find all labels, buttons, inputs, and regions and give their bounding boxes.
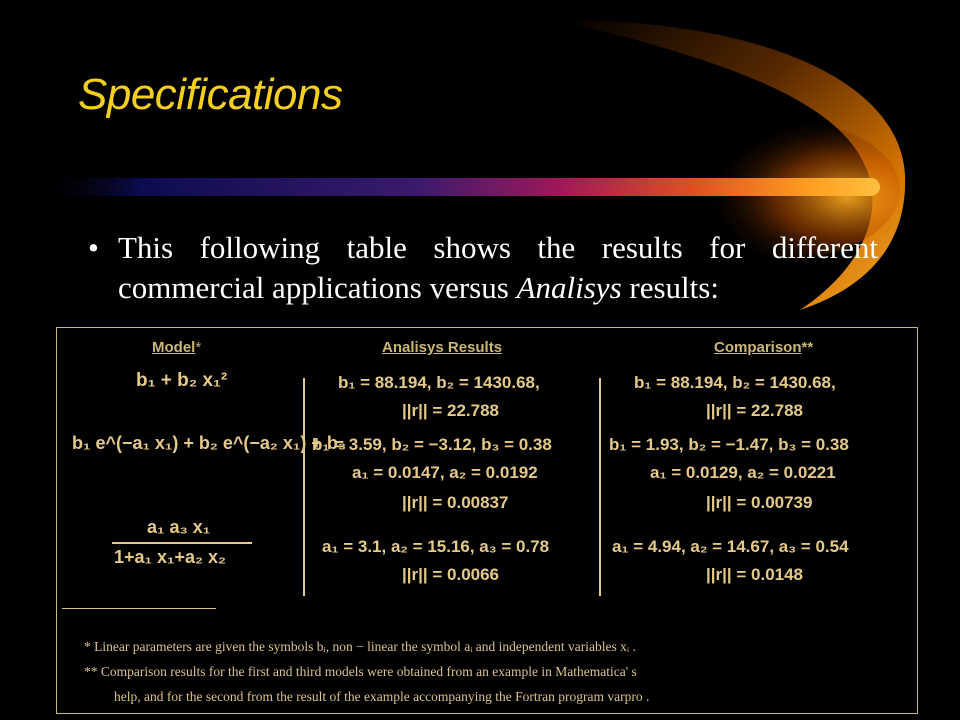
row2-model: b₁ e^(−a₁ x₁) + b₂ e^(−a₂ x₁) + b₃	[72, 433, 347, 453]
row3-model-denominator: 1+a₁ x₁+a₂ x₂	[114, 547, 226, 567]
footnote-3: help, and for the second from the result of the example accompanying the Fortran program varpro .	[114, 689, 650, 704]
bullet-line-1: This following table shows the results for different	[118, 230, 878, 265]
row3-comparison-line2: ||r|| = 0.0148	[706, 565, 804, 584]
row3-model-numerator: a₁ a₃ x₁	[147, 517, 211, 537]
row1-model: b₁ + b₂ x₁²	[136, 370, 228, 391]
row3-analisys-line1: a₁ = 3.1, a₂ = 15.16, a₃ = 0.78	[322, 537, 550, 556]
fraction-bar	[112, 542, 252, 544]
bullet-line-2-end: results:	[621, 270, 719, 305]
slide-title: Specifications	[78, 70, 343, 119]
row3-comparison-line1: a₁ = 4.94, a₂ = 14.67, a₃ = 0.54	[612, 537, 849, 556]
bullet-line-2: commercial applications versus	[118, 270, 517, 305]
header-model: Model*	[152, 339, 202, 356]
row3-analisys-line2: ||r|| = 0.0066	[402, 565, 500, 584]
row2-comparison-line3: ||r|| = 0.00739	[706, 493, 813, 512]
row1-comparison-line2: ||r|| = 22.788	[706, 401, 804, 420]
column-divider-1	[303, 378, 305, 596]
row2-analisys-line3: ||r|| = 0.00837	[402, 493, 509, 512]
bullet-italic: Analisys	[516, 270, 622, 305]
footnote-separator	[62, 608, 216, 609]
footnote-2: ** Comparison results for the first and third models were obtained from an example in Mathematica' s	[84, 664, 637, 679]
row1-comparison-line1: b₁ = 88.194, b₂ = 1430.68,	[634, 373, 836, 392]
bullet-text	[118, 228, 878, 308]
header-analisys: Analisys Results	[382, 339, 503, 356]
row1-analisys-line2: ||r|| = 22.788	[402, 401, 500, 420]
footnote-1: * Linear parameters are given the symbols bᵢ, non − linear the symbol aᵢ and independent variables xᵢ .	[84, 639, 636, 654]
bullet-marker: •	[88, 230, 99, 265]
column-divider-2	[599, 378, 601, 596]
header-comparison: Comparison**	[714, 339, 814, 356]
row2-analisys-line1: b₁ = 3.59, b₂ = −3.12, b₃ = 0.38	[312, 435, 552, 454]
row1-analisys-line1: b₁ = 88.194, b₂ = 1430.68,	[338, 373, 540, 392]
row2-comparison-line1: b₁ = 1.93, b₂ = −1.47, b₃ = 0.38	[609, 435, 849, 454]
row2-analisys-line2: a₁ = 0.0147, a₂ = 0.0192	[352, 463, 538, 482]
row2-comparison-line2: a₁ = 0.0129, a₂ = 0.0221	[650, 463, 836, 482]
